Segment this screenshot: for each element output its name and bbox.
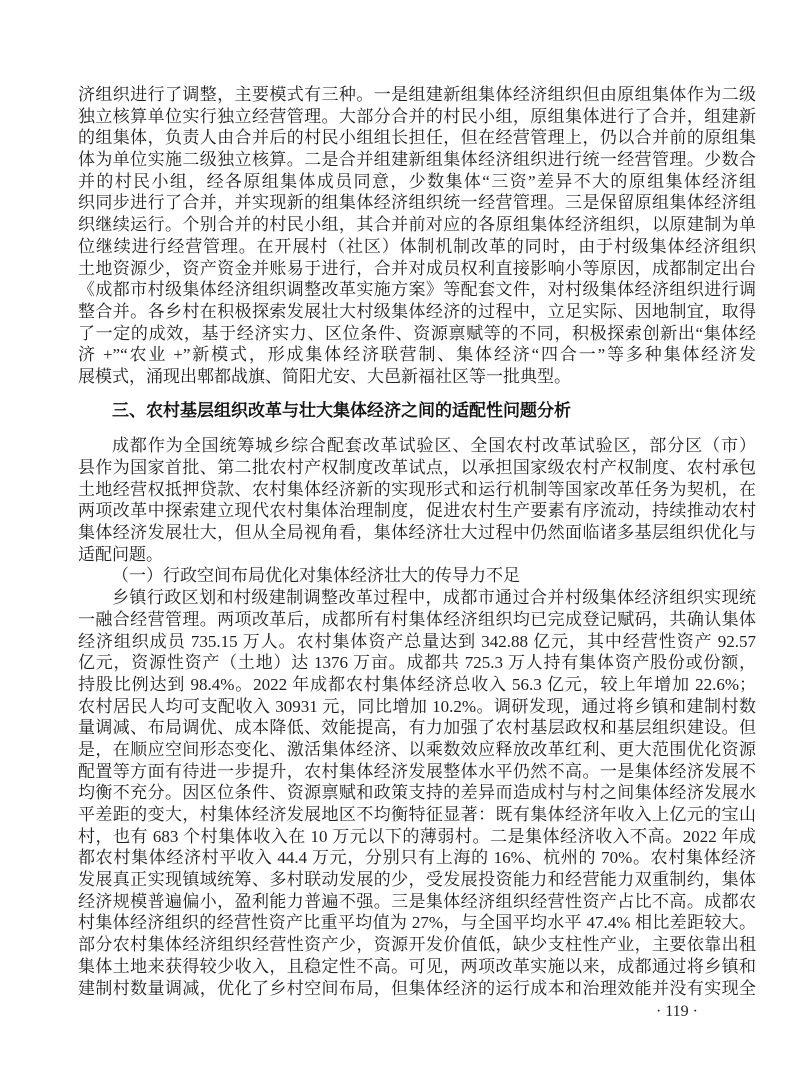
text-line: 集体经济发展壮大，但从全局视角看，集体经济壮大过程中仍然面临诸多基层组织优化与 bbox=[78, 523, 756, 543]
text-line: 村集体经济组织的经营性资产比重平均值为 27%，与全国平均水平 47.4% 相比差距较大。 bbox=[78, 913, 756, 933]
subsection-heading: （一）行政空间布局优化对集体经济壮大的传导力不足 bbox=[112, 566, 520, 586]
text-line: 整合并。各乡村在积极探索发展壮大村级集体经济的过程中，立足实际、因地制宜，取得 bbox=[78, 301, 756, 321]
text-line: 部分农村集体经济组织经营性资产少，资源开发价值低，缺少支柱性产业，主要依靠出租 bbox=[78, 935, 756, 955]
text-line: 建制村数量调减，优化了乡村空间布局，但集体经济的运行成本和治理效能并没有实现全 bbox=[78, 978, 756, 998]
text-line: 织同步进行了合并，并实现新的组集体经济组织统一经营管理。三是保留原组集体经济组 bbox=[78, 193, 756, 213]
text-line: 都农村集体经济村平收入 44.4 万元，分别只有上海的 16%、杭州的 70%。农村集体经济 bbox=[78, 848, 756, 868]
text-line: 是，在顺应空间形态变化、激活集体经济、以乘数效应释放改革红利、更大范围优化资源 bbox=[78, 739, 756, 759]
text-line: 位继续进行经营管理。在开展村（社区）体制机制改革的同时，由于村级集体经济组织 bbox=[78, 236, 756, 256]
paragraph-overview bbox=[78, 435, 756, 565]
text-line: 配置等方面有待进一步提升，农村集体经济发展整体水平仍然不高。一是集体经济发展不 bbox=[78, 761, 756, 781]
text-line: 县作为国家首批、第二批农村产权制度改革试点，以承担国家级农村产权制度、农村承包 bbox=[78, 458, 756, 478]
text-line: 量调减、布局调优、成本降低、效能提高，有力加强了农村基层政权和基层组织建设。但 bbox=[78, 718, 756, 738]
text-line: 经济组织成员 735.15 万人。农村集体资产总量达到 342.88 亿元，其中经营性资产 92.57 bbox=[78, 631, 756, 651]
text-line: 平差距的变大，村集体经济发展地区不均衡特征显著：既有集体经济年收入上亿元的宝山 bbox=[78, 805, 756, 825]
text-line: 两项改革中探索建立现代农村集体治理制度，促进农村生产要素有序流动，持续推动农村 bbox=[78, 501, 756, 521]
text-line: 土地经营权抵押贷款、农村集体经济新的实现形式和运行机制等国家改革任务为契机，在 bbox=[78, 479, 756, 499]
text-line: 《成都市村级集体经济组织调整改革实施方案》等配套文件，对村级集体经济组织进行调 bbox=[78, 280, 756, 300]
text-line: 集体土地来获得较少收入，且稳定性不高。可见，两项改革实施以来，成都通过将乡镇和 bbox=[78, 956, 756, 976]
paragraph-continuation bbox=[78, 84, 756, 388]
text-line: 济 +”“农业 +”新模式，形成集体经济联营制、集体经济“四合一”等多种集体经济发 bbox=[78, 345, 756, 365]
text-line: 土地资源少，资产资金并账易于进行，合并对成员权利直接影响小等原因，成都制定出台 bbox=[78, 258, 756, 278]
text-line: 了一定的成效，基于经济实力、区位条件、资源禀赋等的不同，积极探索创新出“集体经 bbox=[78, 323, 756, 343]
text-line: 经济规模普遍偏小，盈利能力普遍不强。三是集体经济组织经营性资产占比不高。成都农 bbox=[78, 891, 756, 911]
text-line: 济组织进行了调整，主要模式有三种。一是组建新组集体经济组织但由原组集体作为二级 bbox=[78, 85, 756, 104]
text-line: 农村居民人均可支配收入 30931 元，同比增加 10.2%。调研发现，通过将乡镇和建制村数 bbox=[78, 696, 756, 716]
text-line: 乡镇行政区划和村级建制调整改革过程中，成都市通过合并村级集体经济组织实现统 bbox=[112, 588, 756, 608]
text-line: 的组集体，负责人由合并后的村民小组组长担任，但在经营管理上，仍以合并前的原组集 bbox=[78, 128, 756, 148]
text-line: 发展真正实现镇域统筹、多村联动发展的少，受发展投资能力和经营能力双重制约，集体 bbox=[78, 870, 756, 890]
text-line: 成都作为全国统筹城乡综合配套改革试验区、全国农村改革试验区，部分区（市） bbox=[112, 436, 756, 456]
text-line: 均衡不充分。因区位条件、资源禀赋和政策支持的差异而造成村与村之间集体经济发展水 bbox=[78, 783, 756, 803]
text-line: 独立核算单位实行独立经营管理。大部分合并的村民小组，原组集体进行了合并，组建新 bbox=[78, 106, 756, 126]
text-line: 并的村民小组，经各原组集体成员同意，少数集体“三资”差异不大的原组集体经济组 bbox=[78, 171, 756, 191]
text-line: 体为单位实施二级独立核算。二是合并组建新组集体经济组织进行统一经营管理。少数合 bbox=[78, 150, 756, 170]
text-line: 织继续运行。个别合并的村民小组，其合并前对应的各原组集体经济组织，以原建制为单 bbox=[78, 215, 756, 235]
page-number: · 119 · bbox=[655, 1003, 698, 1021]
text-line: 适配问题。 bbox=[78, 544, 163, 564]
page-content bbox=[78, 84, 756, 999]
text-line: 亿元，资源性资产（土地）达 1376 万亩。成都共 725.3 万人持有集体资产股份或份额， bbox=[78, 653, 756, 673]
text-line: 一融合经营管理。两项改革后，成都所有村集体经济组织均已完成登记赋码，共确认集体 bbox=[78, 609, 756, 629]
text-line: 展模式，涌现出郫都战旗、简阳尤安、大邑新福社区等一批典型。 bbox=[78, 366, 571, 386]
paragraph-analysis bbox=[78, 587, 756, 999]
section-heading: 三、农村基层组织改革与壮大集体经济之间的适配性问题分析 bbox=[112, 400, 571, 420]
text-line: 村，也有 683 个村集体收入在 10 万元以下的薄弱村。二是集体经济收入不高。2022 年成 bbox=[78, 826, 756, 846]
text-line: 持股比例达到 98.4%。2022 年成都农村集体经济总收入 56.3 亿元，较上年增加 22.6%； bbox=[78, 674, 756, 694]
